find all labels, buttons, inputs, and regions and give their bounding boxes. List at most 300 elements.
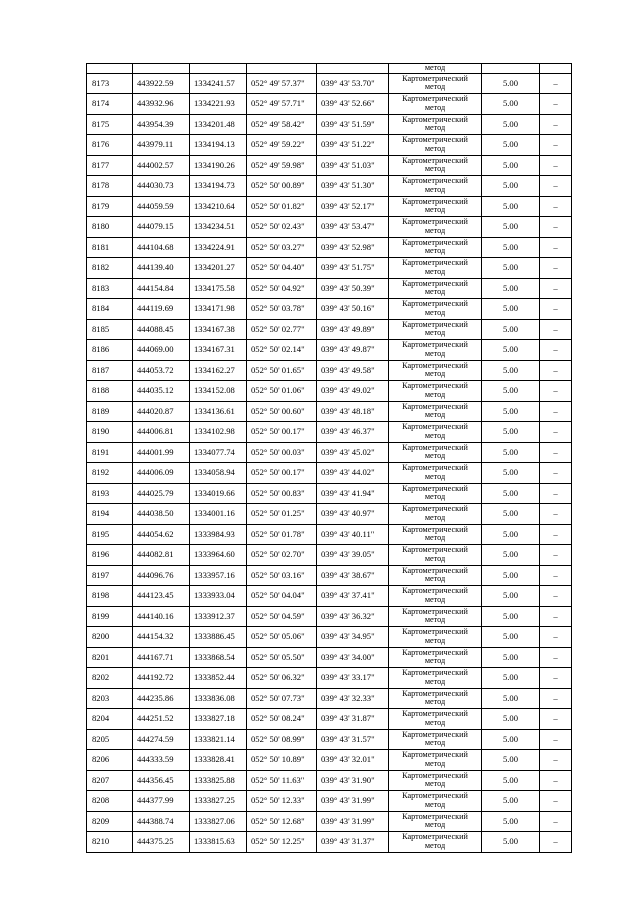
cell-x-coordinate: 444235.86 [133,688,190,709]
table-row [87,340,572,361]
cell-y-coordinate: 1333912.37 [190,606,247,627]
cell-note: – [540,668,572,689]
cell-method: Картометрический метод [389,627,482,648]
table-row [87,278,572,299]
cell-latitude: 052° 50' 02.77" [247,319,317,340]
cell-y-coordinate: 1334019.66 [190,483,247,504]
cell-accuracy: 5.00 [482,586,540,607]
cell-method: Картометрический метод [389,811,482,832]
cell-longitude: 039° 43' 53.70" [317,73,389,94]
cell-y-coordinate: 1334201.48 [190,114,247,135]
cell-x-coordinate: 444035.12 [133,381,190,402]
cell-accuracy: 5.00 [482,750,540,771]
cell-longitude: 039° 43' 49.02" [317,381,389,402]
cell-accuracy: 5.00 [482,627,540,648]
cell-point-number: 8209 [87,811,133,832]
cell-point-number: 8179 [87,196,133,217]
cell-x-coordinate: 444030.73 [133,176,190,197]
cell-method: Картометрический метод [389,258,482,279]
cell-note: – [540,155,572,176]
cell-latitude: 052° 50' 00.17" [247,463,317,484]
cell-latitude: 052° 49' 58.42" [247,114,317,135]
cell-x-coordinate: 444054.62 [133,524,190,545]
cell-method: Картометрический метод [389,709,482,730]
cell-latitude: 052° 50' 00.03" [247,442,317,463]
cell-accuracy: 5.00 [482,299,540,320]
cell-longitude: 039° 43' 51.75" [317,258,389,279]
cell-method: метод [389,64,482,74]
continuation-row [87,64,572,74]
cell-method: Картометрический метод [389,647,482,668]
cell-x-coordinate: 444069.00 [133,340,190,361]
cell-note: – [540,647,572,668]
cell-latitude: 052° 49' 57.37" [247,73,317,94]
cell-x-coordinate: 444079.15 [133,217,190,238]
table-row [87,114,572,135]
table-row [87,94,572,115]
cell-accuracy: 5.00 [482,401,540,422]
cell-y-coordinate: 1334102.98 [190,422,247,443]
cell-y-coordinate: 1334224.91 [190,237,247,258]
cell-point-number: 8184 [87,299,133,320]
cell-y-coordinate: 1334162.27 [190,360,247,381]
cell-note: – [540,299,572,320]
cell-accuracy: 5.00 [482,94,540,115]
cell-longitude: 039° 43' 31.87" [317,709,389,730]
cell-latitude: 052° 50' 01.06" [247,381,317,402]
cell-x-coordinate: 444154.32 [133,627,190,648]
cell-point-number: 8210 [87,832,133,853]
table-row [87,565,572,586]
cell-y-coordinate: 1334241.57 [190,73,247,94]
cell-latitude: 052° 50' 12.68" [247,811,317,832]
cell-point-number: 8204 [87,709,133,730]
table-row [87,770,572,791]
table-body [87,64,572,853]
cell-longitude: 039° 43' 49.58" [317,360,389,381]
cell-latitude: 052° 50' 02.70" [247,545,317,566]
cell-method: Картометрический метод [389,750,482,771]
table-row [87,545,572,566]
table-row [87,237,572,258]
cell-method: Картометрический метод [389,463,482,484]
cell-method: Картометрический метод [389,381,482,402]
table-row [87,586,572,607]
cell-method: Картометрический метод [389,360,482,381]
cell-note: – [540,545,572,566]
cell-y-coordinate: 1334167.38 [190,319,247,340]
cell-latitude: 052° 50' 02.43" [247,217,317,238]
cell-y-coordinate: 1333984.93 [190,524,247,545]
cell-note: – [540,627,572,648]
cell-x-coordinate: 443979.11 [133,135,190,156]
cell-point-number: 8196 [87,545,133,566]
cell-latitude: 052° 50' 04.04" [247,586,317,607]
cell-method: Картометрический метод [389,688,482,709]
cell-point-number: 8206 [87,750,133,771]
table-row [87,319,572,340]
cell-note: – [540,422,572,443]
cell-note: – [540,463,572,484]
cell-note: – [540,340,572,361]
cell-longitude: 039° 43' 50.39" [317,278,389,299]
cell-longitude: 039° 43' 46.37" [317,422,389,443]
cell-note: – [540,483,572,504]
cell-latitude: 052° 50' 01.82" [247,196,317,217]
cell-note: – [540,360,572,381]
cell-x-coordinate: 444167.71 [133,647,190,668]
cell-accuracy: 5.00 [482,647,540,668]
cell-point-number: 8181 [87,237,133,258]
cell-method: Картометрический метод [389,217,482,238]
cell-longitude: 039° 43' 51.59" [317,114,389,135]
cell-longitude: 039° 43' 32.01" [317,750,389,771]
cell-point-number: 8201 [87,647,133,668]
cell-y-coordinate: 1334201.27 [190,258,247,279]
cell-latitude: 052° 50' 01.78" [247,524,317,545]
cell-method: Картометрический метод [389,94,482,115]
cell-longitude: 039° 43' 36.32" [317,606,389,627]
cell-method: Картометрический метод [389,422,482,443]
cell-note: – [540,586,572,607]
cell-note: – [540,811,572,832]
cell-note: – [540,504,572,525]
cell-accuracy: 5.00 [482,565,540,586]
cell-note: – [540,401,572,422]
cell-note: – [540,565,572,586]
cell-note: – [540,729,572,750]
cell-x-coordinate: 444082.81 [133,545,190,566]
cell-latitude: 052° 50' 07.73" [247,688,317,709]
cell-point-number: 8183 [87,278,133,299]
cell-x-coordinate: 444140.16 [133,606,190,627]
cell-y-coordinate: 1333821.14 [190,729,247,750]
cell-x-coordinate: 444025.79 [133,483,190,504]
cell-longitude: 039° 43' 31.90" [317,770,389,791]
cell-note: – [540,750,572,771]
cell-point-number: 8208 [87,791,133,812]
cell-point-number: 8194 [87,504,133,525]
cell-x-coordinate: 444020.87 [133,401,190,422]
cell-accuracy: 5.00 [482,504,540,525]
cell-x-coordinate: 444251.52 [133,709,190,730]
cell-y-coordinate: 1333827.18 [190,709,247,730]
cell-point-number: 8180 [87,217,133,238]
cell-note [540,64,572,74]
table-row [87,668,572,689]
cell-y-coordinate: 1334001.16 [190,504,247,525]
cell-point-number: 8191 [87,442,133,463]
cell-longitude: 039° 43' 50.16" [317,299,389,320]
cell-latitude: 052° 50' 00.60" [247,401,317,422]
coordinates-table [86,63,572,853]
cell-point-number: 8198 [87,586,133,607]
cell-point-number: 8190 [87,422,133,443]
cell-method: Картометрический метод [389,832,482,853]
cell-accuracy: 5.00 [482,811,540,832]
table-row [87,360,572,381]
cell-x-coordinate: 444119.69 [133,299,190,320]
cell-accuracy: 5.00 [482,688,540,709]
cell-y-coordinate: 1334194.73 [190,176,247,197]
cell-method: Картометрический метод [389,237,482,258]
cell-latitude: 052° 50' 05.06" [247,627,317,648]
cell-latitude: 052° 50' 05.50" [247,647,317,668]
cell-latitude: 052° 50' 08.24" [247,709,317,730]
cell-method: Картометрический метод [389,135,482,156]
cell-accuracy: 5.00 [482,729,540,750]
cell-note: – [540,258,572,279]
cell-accuracy: 5.00 [482,196,540,217]
cell-point-number: 8202 [87,668,133,689]
cell-latitude: 052° 50' 03.78" [247,299,317,320]
cell-y-coordinate: 1334175.58 [190,278,247,299]
cell-y-coordinate: 1334221.93 [190,94,247,115]
cell-x-coordinate: 444123.45 [133,586,190,607]
table-row [87,258,572,279]
table-row [87,401,572,422]
cell-longitude: 039° 43' 40.11" [317,524,389,545]
cell-x-coordinate: 444333.59 [133,750,190,771]
cell-point-number: 8205 [87,729,133,750]
cell-accuracy: 5.00 [482,155,540,176]
cell-note: – [540,176,572,197]
cell-longitude: 039° 43' 34.00" [317,647,389,668]
cell-y-coordinate: 1333868.54 [190,647,247,668]
cell-y-coordinate: 1333815.63 [190,832,247,853]
cell-note: – [540,278,572,299]
cell-accuracy: 5.00 [482,606,540,627]
cell-method: Картометрический метод [389,196,482,217]
cell-method: Картометрический метод [389,504,482,525]
cell-accuracy: 5.00 [482,135,540,156]
cell-note: – [540,381,572,402]
cell-x-coordinate: 444006.09 [133,463,190,484]
cell-method: Картометрический метод [389,791,482,812]
cell-note: – [540,73,572,94]
cell-latitude: 052° 50' 08.99" [247,729,317,750]
cell-longitude: 039° 43' 51.30" [317,176,389,197]
cell-x-coordinate: 444088.45 [133,319,190,340]
cell-point-number: 8197 [87,565,133,586]
table-row [87,442,572,463]
cell-note: – [540,114,572,135]
cell-accuracy: 5.00 [482,258,540,279]
cell-latitude: 052° 50' 04.40" [247,258,317,279]
table-row [87,524,572,545]
cell-x-coordinate: 444154.84 [133,278,190,299]
cell-x-coordinate: 444274.59 [133,729,190,750]
cell-accuracy: 5.00 [482,832,540,853]
cell-note: – [540,442,572,463]
cell-longitude: 039° 43' 49.89" [317,319,389,340]
cell-longitude: 039° 43' 31.99" [317,791,389,812]
cell-longitude: 039° 43' 44.02" [317,463,389,484]
cell-method: Картометрический метод [389,586,482,607]
cell-point-number: 8177 [87,155,133,176]
cell-x-coordinate: 443954.39 [133,114,190,135]
cell-accuracy: 5.00 [482,319,540,340]
cell-latitude: 052° 50' 11.63" [247,770,317,791]
cell-method: Картометрический метод [389,524,482,545]
cell-method: Картометрический метод [389,73,482,94]
table-row [87,811,572,832]
cell-longitude: 039° 43' 52.66" [317,94,389,115]
cell-accuracy: 5.00 [482,483,540,504]
cell-x-coordinate: 444001.99 [133,442,190,463]
cell-method: Картометрический метод [389,606,482,627]
table-row [87,606,572,627]
table-row [87,750,572,771]
cell-x-coordinate: 444038.50 [133,504,190,525]
cell-accuracy: 5.00 [482,442,540,463]
table-row [87,709,572,730]
cell-method: Картометрический метод [389,565,482,586]
cell-y-coordinate: 1333852.44 [190,668,247,689]
cell-method: Картометрический метод [389,176,482,197]
table-row [87,483,572,504]
cell-point-number: 8207 [87,770,133,791]
cell-note: – [540,832,572,853]
cell-accuracy [482,64,540,74]
cell-accuracy: 5.00 [482,791,540,812]
cell-accuracy: 5.00 [482,422,540,443]
cell-y-coordinate: 1334152.08 [190,381,247,402]
cell-accuracy: 5.00 [482,381,540,402]
cell-latitude: 052° 50' 12.33" [247,791,317,812]
cell-longitude: 039° 43' 49.87" [317,340,389,361]
table-row [87,299,572,320]
table-row [87,463,572,484]
cell-y-coordinate: 1333828.41 [190,750,247,771]
cell-accuracy: 5.00 [482,176,540,197]
cell-note: – [540,606,572,627]
cell-x-coordinate: 444053.72 [133,360,190,381]
cell-accuracy: 5.00 [482,114,540,135]
cell-note: – [540,217,572,238]
cell-longitude: 039° 43' 33.17" [317,668,389,689]
cell-point-number: 8176 [87,135,133,156]
cell-latitude: 052° 50' 12.25" [247,832,317,853]
cell-y-coordinate: 1334167.31 [190,340,247,361]
cell-note: – [540,94,572,115]
cell-y-coordinate: 1333836.08 [190,688,247,709]
cell-point-number: 8185 [87,319,133,340]
cell-latitude: 052° 50' 10.89" [247,750,317,771]
cell-x-coordinate [133,64,190,74]
cell-x-coordinate: 444002.57 [133,155,190,176]
cell-latitude: 052° 50' 04.92" [247,278,317,299]
cell-method: Картометрический метод [389,340,482,361]
cell-note: – [540,709,572,730]
cell-note: – [540,237,572,258]
cell-x-coordinate: 444139.40 [133,258,190,279]
table-row [87,729,572,750]
cell-x-coordinate: 443932.96 [133,94,190,115]
cell-x-coordinate: 444375.25 [133,832,190,853]
cell-y-coordinate: 1333825.88 [190,770,247,791]
cell-latitude: 052° 50' 00.17" [247,422,317,443]
cell-x-coordinate: 444388.74 [133,811,190,832]
cell-longitude: 039° 43' 48.18" [317,401,389,422]
cell-y-coordinate [190,64,247,74]
cell-latitude: 052° 49' 59.98" [247,155,317,176]
cell-latitude: 052° 50' 01.25" [247,504,317,525]
cell-longitude: 039° 43' 51.03" [317,155,389,176]
cell-method: Картометрический метод [389,729,482,750]
cell-method: Картометрический метод [389,668,482,689]
table-row [87,381,572,402]
cell-y-coordinate: 1333933.04 [190,586,247,607]
cell-y-coordinate: 1333957.16 [190,565,247,586]
cell-note: – [540,688,572,709]
cell-longitude: 039° 43' 31.37" [317,832,389,853]
cell-longitude: 039° 43' 31.57" [317,729,389,750]
cell-point-number: 8175 [87,114,133,135]
cell-accuracy: 5.00 [482,545,540,566]
cell-point-number: 8203 [87,688,133,709]
cell-y-coordinate: 1334171.98 [190,299,247,320]
cell-longitude: 039° 43' 45.02" [317,442,389,463]
cell-method: Картометрический метод [389,155,482,176]
cell-accuracy: 5.00 [482,463,540,484]
cell-longitude [317,64,389,74]
cell-x-coordinate: 444096.76 [133,565,190,586]
cell-y-coordinate: 1333827.25 [190,791,247,812]
cell-y-coordinate: 1334077.74 [190,442,247,463]
table-row [87,196,572,217]
cell-latitude: 052° 49' 57.71" [247,94,317,115]
cell-latitude: 052° 50' 03.27" [247,237,317,258]
table-row [87,647,572,668]
cell-accuracy: 5.00 [482,524,540,545]
cell-x-coordinate: 444356.45 [133,770,190,791]
table-row [87,135,572,156]
cell-accuracy: 5.00 [482,278,540,299]
cell-point-number: 8199 [87,606,133,627]
cell-point-number: 8200 [87,627,133,648]
cell-point-number: 8192 [87,463,133,484]
cell-point-number [87,64,133,74]
cell-y-coordinate: 1334194.13 [190,135,247,156]
cell-y-coordinate: 1334058.94 [190,463,247,484]
cell-longitude: 039° 43' 37.41" [317,586,389,607]
cell-accuracy: 5.00 [482,237,540,258]
cell-latitude: 052° 50' 03.16" [247,565,317,586]
table-row [87,504,572,525]
cell-note: – [540,770,572,791]
cell-x-coordinate: 444006.81 [133,422,190,443]
cell-note: – [540,791,572,812]
cell-method: Картометрический метод [389,401,482,422]
table-row [87,422,572,443]
table-row [87,688,572,709]
cell-method: Картометрический метод [389,442,482,463]
cell-point-number: 8182 [87,258,133,279]
cell-longitude: 039° 43' 52.98" [317,237,389,258]
cell-longitude: 039° 43' 34.95" [317,627,389,648]
cell-longitude: 039° 43' 32.33" [317,688,389,709]
cell-x-coordinate: 444377.99 [133,791,190,812]
cell-point-number: 8186 [87,340,133,361]
cell-longitude: 039° 43' 41.94" [317,483,389,504]
cell-longitude: 039° 43' 53.47" [317,217,389,238]
cell-latitude: 052° 50' 00.89" [247,176,317,197]
table-row [87,627,572,648]
cell-method: Картометрический метод [389,770,482,791]
cell-y-coordinate: 1333964.60 [190,545,247,566]
cell-point-number: 8193 [87,483,133,504]
